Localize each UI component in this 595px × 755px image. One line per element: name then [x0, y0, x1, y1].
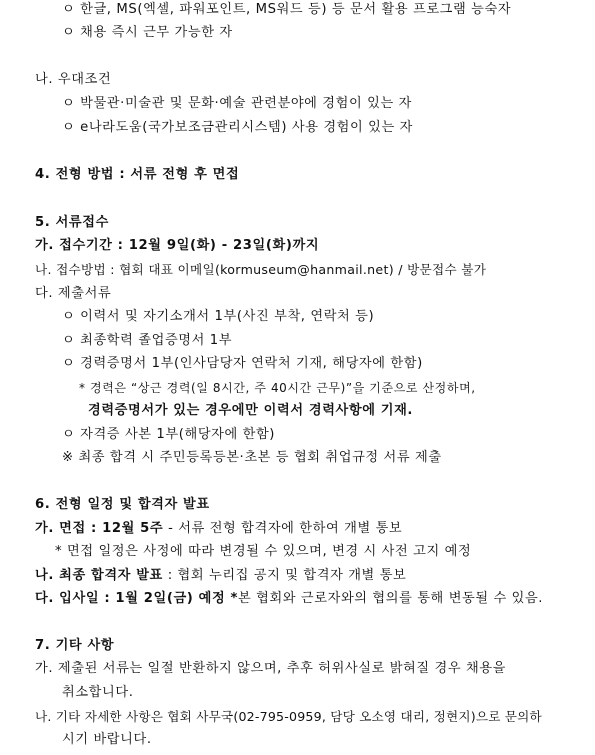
section5-heading: 5. 서류접수	[35, 215, 109, 230]
section4-heading: 4. 전형 방법 : 서류 전형 후 면접	[35, 167, 240, 182]
final-announcement-line	[35, 567, 406, 585]
requirement-item-software: ㅇ 한글, MS(엑셀, 파워포인트, MS워드 등) 등 문서 활용 프로그램 능숙자	[62, 2, 512, 17]
other-item-1-line1: 가. 제출된 서류는 일절 반환하지 않으며, 추후 허위사실로 밝혀질 경우 채용을	[35, 661, 507, 676]
section6-heading: 6. 전형 일정 및 합격자 발표	[35, 497, 210, 512]
interview-line	[35, 520, 402, 538]
start-date-text: 본 협회와 근로자와의 협의를 통해 변동될 수 있음.	[237, 591, 544, 606]
document-item-diploma: ㅇ 최종학력 졸업증명서 1부	[62, 333, 233, 348]
preference-heading: 나. 우대조건	[35, 72, 112, 87]
preference-item-enaradoum: ㅇ e나라도움(국가보조금관리시스템) 사용 경험이 있는 자	[62, 120, 413, 135]
interview-label: 가. 면접 : 12월 5주	[35, 521, 164, 536]
section7-heading: 7. 기타 사항	[35, 638, 115, 653]
final-submission-note: ※ 최종 합격 시 주민등록등본·초본 등 협회 취업규정 서류 제출	[62, 450, 442, 465]
documents-heading: 다. 제출서류	[35, 286, 112, 301]
final-announcement-label: 나. 최종 합격자 발표	[35, 568, 163, 583]
document-item-resume: ㅇ 이력서 및 자기소개서 1부(사진 부착, 연락처 등)	[62, 309, 375, 324]
application-period: 가. 접수기간 : 12월 9일(화) - 23일(화)까지	[35, 238, 320, 253]
career-note: * 경력은 “상근 경력(일 8시간, 주 40시간 근무)”을 기준으로 산정하며,	[79, 381, 476, 395]
document-item-career: ㅇ 경력증명서 1부(인사담당자 연락처 기재, 해당자에 한함)	[62, 356, 423, 371]
other-item-1-line2: 취소합니다.	[62, 685, 134, 700]
other-item-2-line1: 나. 기타 자세한 사항은 협회 사무국(02-795-0959, 담당 오소영 대리, 정현지)으로 문의하	[35, 709, 542, 724]
preference-item-museum: ㅇ 박물관·미술관 및 문화·예술 관련분야에 경험이 있는 자	[62, 96, 412, 111]
start-date-label: 다. 입사일 : 1월 2일(금) 예정 *	[35, 591, 238, 606]
career-note-bold: 경력증명서가 있는 경우에만 이력서 경력사항에 기재.	[88, 403, 414, 418]
document-item-certificate: ㅇ 자격증 사본 1부(해당자에 한함)	[62, 427, 276, 442]
requirement-item-immediate: ㅇ 채용 즉시 근무 가능한 자	[62, 25, 233, 40]
other-item-2-line2: 시기 바랍니다.	[62, 732, 152, 747]
final-announcement-text: : 협회 누리집 공지 및 합격자 개별 통보	[162, 568, 407, 583]
start-date-line	[35, 590, 543, 608]
application-method: 나. 접수방법 : 협회 대표 이메일(kormuseum@hanmail.net) / 방문접수 불가	[35, 262, 487, 277]
interview-text: - 서류 전형 합격자에 한하여 개별 통보	[163, 521, 403, 536]
interview-note: * 면접 일정은 사정에 따라 변경될 수 있으며, 변경 시 사전 고지 예정	[55, 544, 472, 559]
